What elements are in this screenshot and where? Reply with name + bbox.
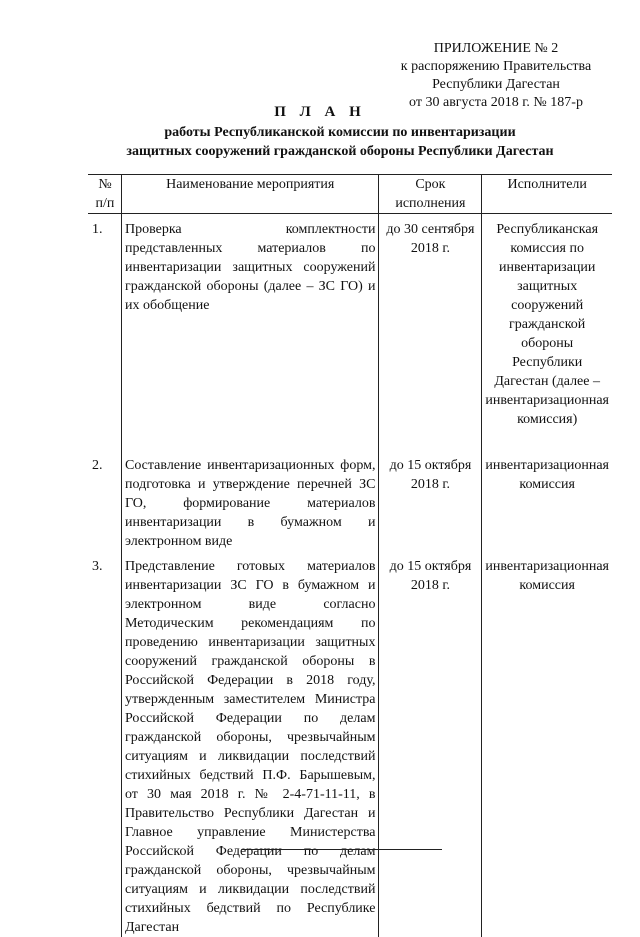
plan-title: П Л А Н bbox=[274, 104, 366, 120]
table-header-row bbox=[88, 175, 612, 214]
row-name: Составление инвентаризационных форм, подготовка и утверждение перечней ЗС ГО, формирование материалов инвентаризации в бумажном и электронном виде bbox=[121, 450, 378, 551]
row-exec: инвентаризационная комиссия bbox=[482, 551, 612, 937]
row-num: 1. bbox=[92, 222, 103, 237]
row-exec: инвентаризационная комиссия bbox=[482, 450, 612, 551]
appendix-order-ref: к распоряжению Правительства bbox=[400, 59, 592, 74]
appendix-title: ПРИЛОЖЕНИЕ № 2 bbox=[433, 41, 559, 56]
subtitle-line-2: защитных сооружений гражданской обороны Республики Дагестан bbox=[126, 144, 554, 159]
end-divider bbox=[242, 849, 442, 850]
plan-subtitle bbox=[60, 123, 620, 161]
row-term: до 30 сентября 2018 г. bbox=[379, 214, 482, 451]
table-row bbox=[88, 551, 612, 937]
header-exec: Исполнители bbox=[482, 175, 612, 214]
row-name: Проверка комплектности представленных материалов по инвентаризации защитных сооружений гражданской обороны (далее – ЗС ГО) и их обобщение bbox=[121, 214, 378, 451]
appendix-date: от 30 августа 2018 г. № 187-р bbox=[409, 95, 583, 110]
row-num: 2. bbox=[92, 458, 103, 473]
appendix-region: Республики Дагестан bbox=[432, 77, 560, 92]
row-term: до 15 октября 2018 г. bbox=[379, 551, 482, 937]
subtitle-line-1: работы Республиканской комиссии по инвентаризации bbox=[164, 125, 516, 140]
row-name: Представление готовых материалов инвентаризации ЗС ГО в бумажном и электронном виде согласно Методическим рекомендациям по проведению инвентаризации защитных сооружений гражданской обороны в Российской Федерации в 2018 году, утвержденным заместителем Министра Российской Федерации по делам гражданской обороны, чрезвычайным ситуациям и ликвидации последствий стихийных бедствий П.Ф. Барышевым, от 30 мая 2018 г. № 2-4-71-11-11, в Правительство Республики Дагестан и Главное управление Министерства Российской Федерации по делам гражданской обороны, чрезвычайным ситуациям и ликвидации последствий стихийных бедствий по Республике Дагестан bbox=[121, 551, 378, 937]
header-term: Срок исполнения bbox=[379, 175, 482, 214]
plan-table bbox=[88, 174, 612, 937]
header-name: Наименование мероприятия bbox=[121, 175, 378, 214]
appendix-block bbox=[380, 40, 612, 112]
table-row bbox=[88, 450, 612, 551]
row-num: 3. bbox=[92, 559, 103, 574]
row-exec: Республиканская комиссия по инвентаризации защитных сооружений гражданской обороны Республики Дагестан (далее – инвентаризационная комиссия) bbox=[482, 214, 612, 451]
row-term: до 15 октября 2018 г. bbox=[379, 450, 482, 551]
table-row bbox=[88, 214, 612, 451]
header-num: № п/п bbox=[88, 175, 121, 214]
